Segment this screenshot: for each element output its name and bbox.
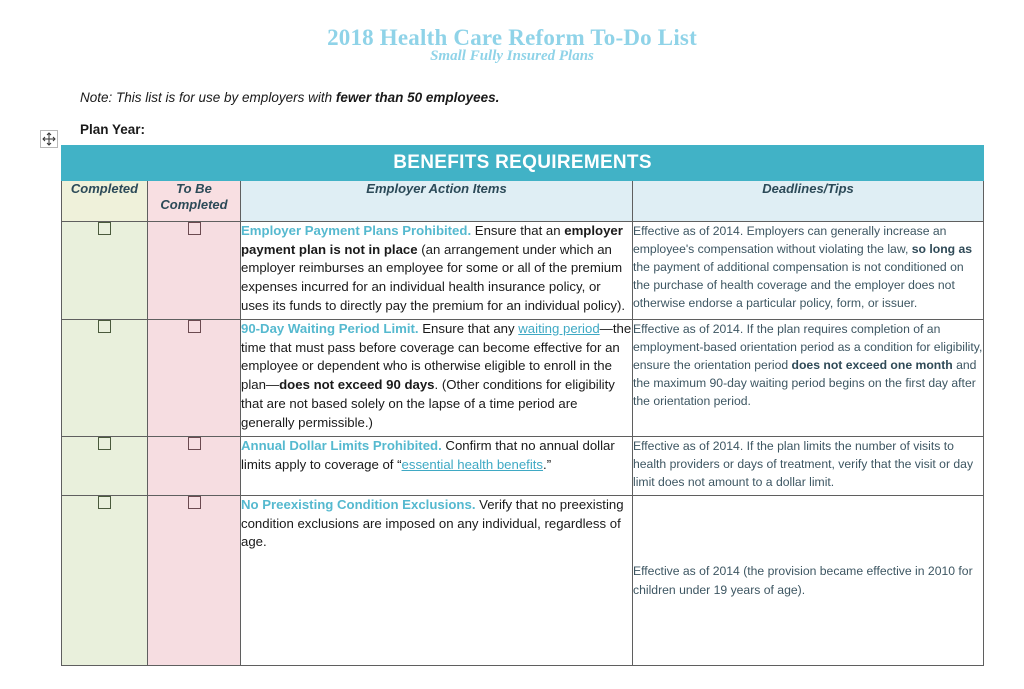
action-item-text-2a: Ensure that any: [418, 321, 519, 336]
action-item-bold-2: does not exceed 90 days: [279, 377, 435, 393]
benefits-requirements-table: [61, 145, 983, 666]
action-item-cell-4: [241, 496, 633, 666]
completed-checkbox-cell-1[interactable]: [62, 222, 148, 320]
table-banner-row: [62, 146, 984, 181]
checkbox-to-be-completed-1[interactable]: [188, 222, 201, 235]
column-header-completed: Completed: [62, 181, 148, 222]
plan-year-label: Plan Year:: [80, 122, 146, 137]
action-item-bold-1: employer payment plan is not in place: [241, 223, 623, 257]
completed-checkbox-cell-2[interactable]: [62, 320, 148, 437]
deadline-cell-3: [633, 437, 984, 496]
note-line: [80, 90, 499, 105]
note-text: Note: This list is for use by employers with: [80, 90, 336, 105]
checkbox-completed-3[interactable]: [98, 437, 111, 450]
action-item-text-3b: .”: [543, 456, 552, 472]
to-be-completed-checkbox-cell-2[interactable]: [148, 320, 241, 437]
deadline-text-3a: Effective as of 2014. If the plan limits the number of visits to health providers or days of treatment, verify that the visit or day limit does not amount to a dollar limit.: [633, 439, 974, 490]
checkbox-to-be-completed-4[interactable]: [188, 496, 201, 509]
checkbox-to-be-completed-2[interactable]: [188, 320, 201, 333]
table-row: [62, 437, 984, 496]
action-item-text-1b: (an arrangement under which an employer reimburses an employee for some or all of the premium expenses incurred for an individual health insurance policy, or uses its funds to directly pay the premium for an individual policy).: [241, 241, 626, 313]
action-item-text-2c: . (Other conditions for eligibility that are not based solely on the lapse of a time period are generally permissible.): [241, 377, 615, 430]
deadline-text-1a: Effective as of 2014. Employers can generally increase an employee's compensation without violating the law,: [633, 224, 947, 257]
table-row: [62, 496, 984, 666]
deadline-text-2a: Effective as of 2014. If the plan requires completion of an employment-based orientation period as a condition for eligibility, ensure the orientation period: [633, 322, 983, 373]
action-item-heading-1: Employer Payment Plans Prohibited.: [241, 223, 472, 238]
completed-checkbox-cell-4[interactable]: [62, 496, 148, 666]
deadline-cell-4: [633, 496, 984, 666]
deadline-cell-2: [633, 320, 984, 437]
action-item-text-1a: Ensure that an: [471, 223, 565, 238]
column-header-to-be-completed: To Be Completed: [148, 181, 241, 222]
table-banner-title: BENEFITS REQUIREMENTS: [62, 146, 984, 181]
checkbox-completed-2[interactable]: [98, 320, 111, 333]
page-title: 2018 Health Care Reform To-Do List: [327, 25, 697, 50]
essential-health-benefits-link[interactable]: essential health benefits: [401, 456, 544, 472]
deadline-text-2b: and the maximum 90-day waiting period begins on the first day after the orientation period.: [633, 358, 977, 409]
note-emphasis: fewer than 50 employees.: [335, 90, 500, 105]
waiting-period-link[interactable]: waiting period: [518, 321, 600, 336]
checkbox-completed-4[interactable]: [98, 496, 111, 509]
action-item-cell-2: [241, 320, 633, 437]
table-header-row: [62, 181, 984, 222]
checkbox-to-be-completed-3[interactable]: [188, 437, 201, 450]
deadline-text-4a: Effective as of 2014 (the provision became effective in 2010 for children under 19 years of age).: [633, 564, 973, 597]
table-move-icon[interactable]: [40, 130, 58, 148]
column-header-employer-action-items: Employer Action Items: [241, 181, 633, 222]
action-item-cell-1: [241, 222, 633, 320]
table-row: [62, 222, 984, 320]
column-header-deadlines-tips: Deadlines/Tips: [633, 181, 984, 222]
deadline-bold-1: so long as: [911, 242, 973, 257]
action-item-text-2b: —the time that must pass before coverage can become effective for an employee or dependent who is otherwise eligible to enroll in the plan—: [241, 321, 632, 393]
deadline-cell-1: [633, 222, 984, 320]
page-subtitle: Small Fully Insured Plans: [430, 48, 594, 64]
deadline-bold-2: does not exceed one month: [791, 358, 953, 373]
action-item-cell-3: [241, 437, 633, 496]
action-item-heading-4: No Preexisting Condition Exclusions.: [241, 497, 476, 512]
to-be-completed-checkbox-cell-1[interactable]: [148, 222, 241, 320]
to-be-completed-checkbox-cell-4[interactable]: [148, 496, 241, 666]
action-item-heading-2: 90-Day Waiting Period Limit.: [241, 321, 419, 336]
action-item-text-3a: Confirm that no annual dollar limits apply to coverage of “: [241, 438, 615, 472]
action-item-text-4a: Verify that no preexisting condition exclusions are imposed on any individual, regardless of age.: [241, 497, 624, 550]
deadline-text-1b: the payment of additional compensation is not conditioned on the purchase of health coverage and the employer does not otherwise endorse a particular policy, form, or issuer.: [633, 260, 964, 311]
action-item-heading-3: Annual Dollar Limits Prohibited.: [241, 438, 442, 453]
completed-checkbox-cell-3[interactable]: [62, 437, 148, 496]
table-row: [62, 320, 984, 437]
to-be-completed-checkbox-cell-3[interactable]: [148, 437, 241, 496]
checkbox-completed-1[interactable]: [98, 222, 111, 235]
